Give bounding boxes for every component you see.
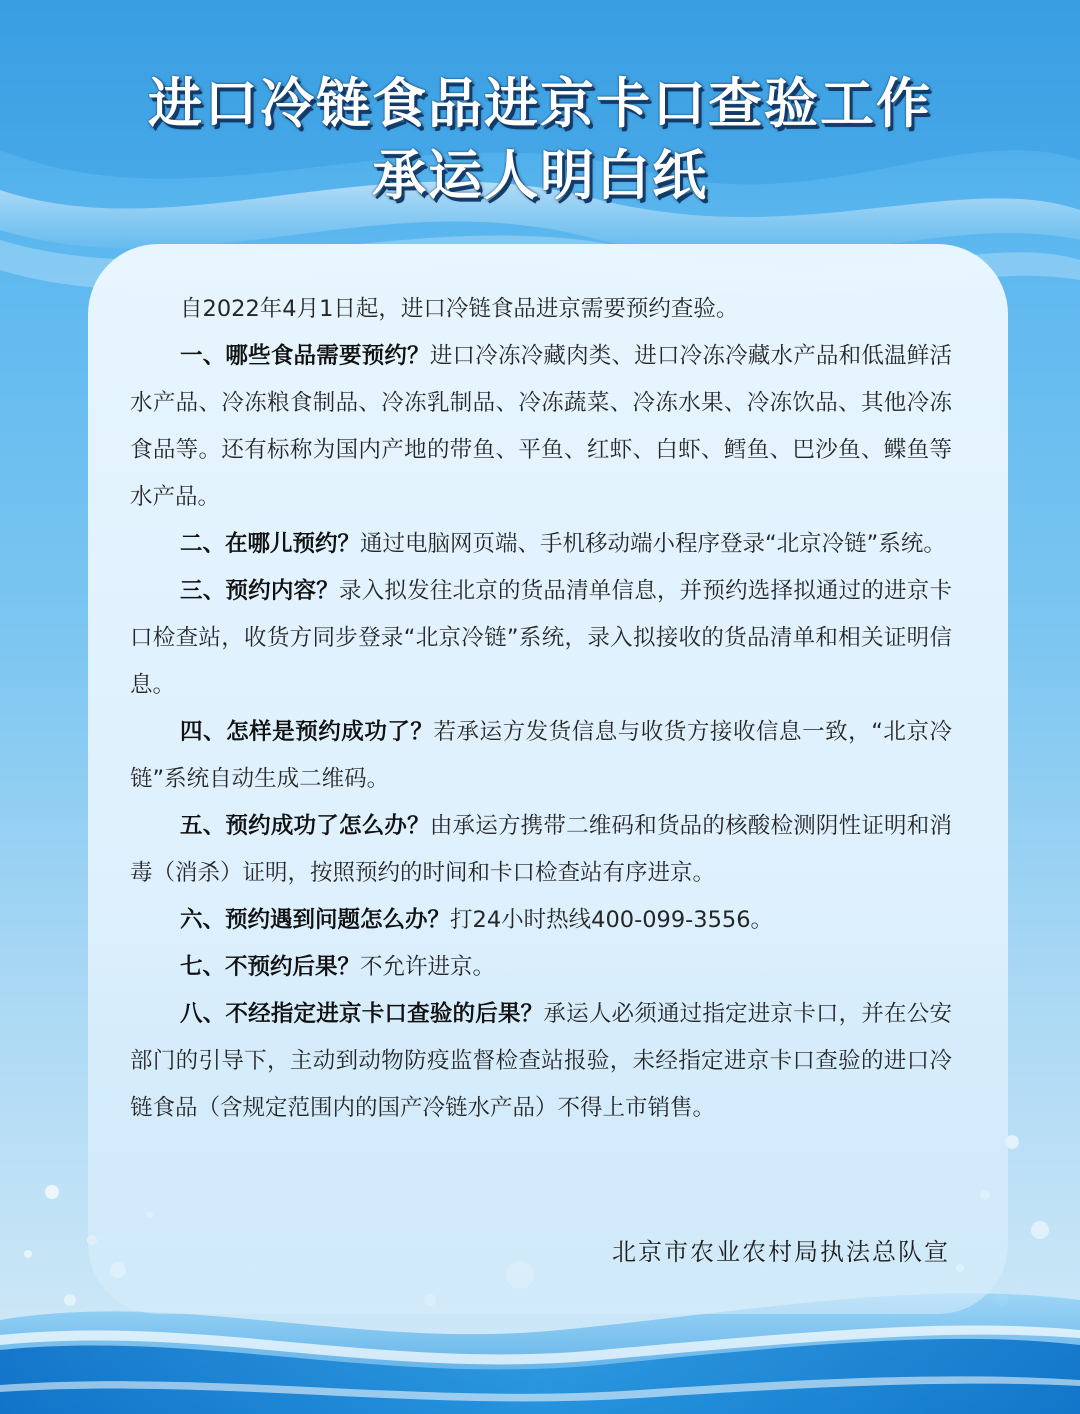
section-question: 五、预约成功了怎么办？ — [180, 813, 430, 839]
poster-title — [0, 68, 1080, 212]
section-answer: 录入拟发往北京的货品清单信息，并预约选择拟通过的进京卡口检查站，收货方同步登录“北京冷链”系统，录入拟接收的货品清单和相关证明信息。 — [130, 578, 952, 698]
section-3 — [130, 568, 952, 709]
section-question: 三、预约内容？ — [180, 578, 339, 604]
issuer-signature: 北京市农业农村局执法总队宣 — [612, 1238, 950, 1266]
section-8 — [130, 991, 952, 1132]
section-5 — [130, 803, 952, 897]
section-1 — [130, 333, 952, 521]
section-answer: 打24小时热线400-099-3556。 — [450, 907, 774, 933]
section-question: 二、在哪儿预约？ — [180, 531, 361, 557]
section-answer: 进口冷冻冷藏肉类、进口冷冻冷藏水产品和低温鲜活水产品、冷冻粮食制品、冷冻乳制品、冷冻蔬菜、冷冻水果、冷冻饮品、其他冷冻食品等。还有标称为国内产地的带鱼、平鱼、红虾、白虾、鳕鱼、巴沙鱼、鲽鱼等水产品。 — [130, 343, 952, 510]
section-question: 八、不经指定进京卡口查验的后果？ — [180, 1001, 544, 1027]
section-question: 一、哪些食品需要预约？ — [180, 343, 430, 369]
section-answer: 若承运方发货信息与收货方接收信息一致，“北京冷链”系统自动生成二维码。 — [130, 719, 952, 792]
section-6 — [130, 897, 952, 944]
title-line-2: 承运人明白纸 — [372, 144, 708, 207]
intro-paragraph: 自2022年4月1日起，进口冷链食品进京需要预约查验。 — [180, 296, 739, 322]
section-question: 四、怎样是预约成功了？ — [180, 719, 434, 745]
notice-body — [130, 286, 952, 1132]
section-2 — [130, 521, 952, 568]
section-answer: 由承运方携带二维码和货品的核酸检测阴性证明和消毒（消杀）证明，按照预约的时间和卡口检查站有序进京。 — [130, 813, 952, 886]
section-question: 六、预约遇到问题怎么办？ — [180, 907, 451, 933]
section-question: 七、不预约后果？ — [180, 954, 361, 980]
section-answer: 承运人必须通过指定进京卡口，并在公安部门的引导下，主动到动物防疫监督检查站报验，未经指定进京卡口查验的进口冷链食品（含规定范围内的国产冷链水产品）不得上市销售。 — [130, 1001, 952, 1121]
section-4 — [130, 709, 952, 803]
section-answer: 不允许进京。 — [360, 954, 496, 980]
section-answer: 通过电脑网页端、手机移动端小程序登录“北京冷链”系统。 — [360, 531, 946, 557]
title-line-1: 进口冷链食品进京卡口查验工作 — [148, 72, 932, 135]
section-7 — [130, 944, 952, 991]
